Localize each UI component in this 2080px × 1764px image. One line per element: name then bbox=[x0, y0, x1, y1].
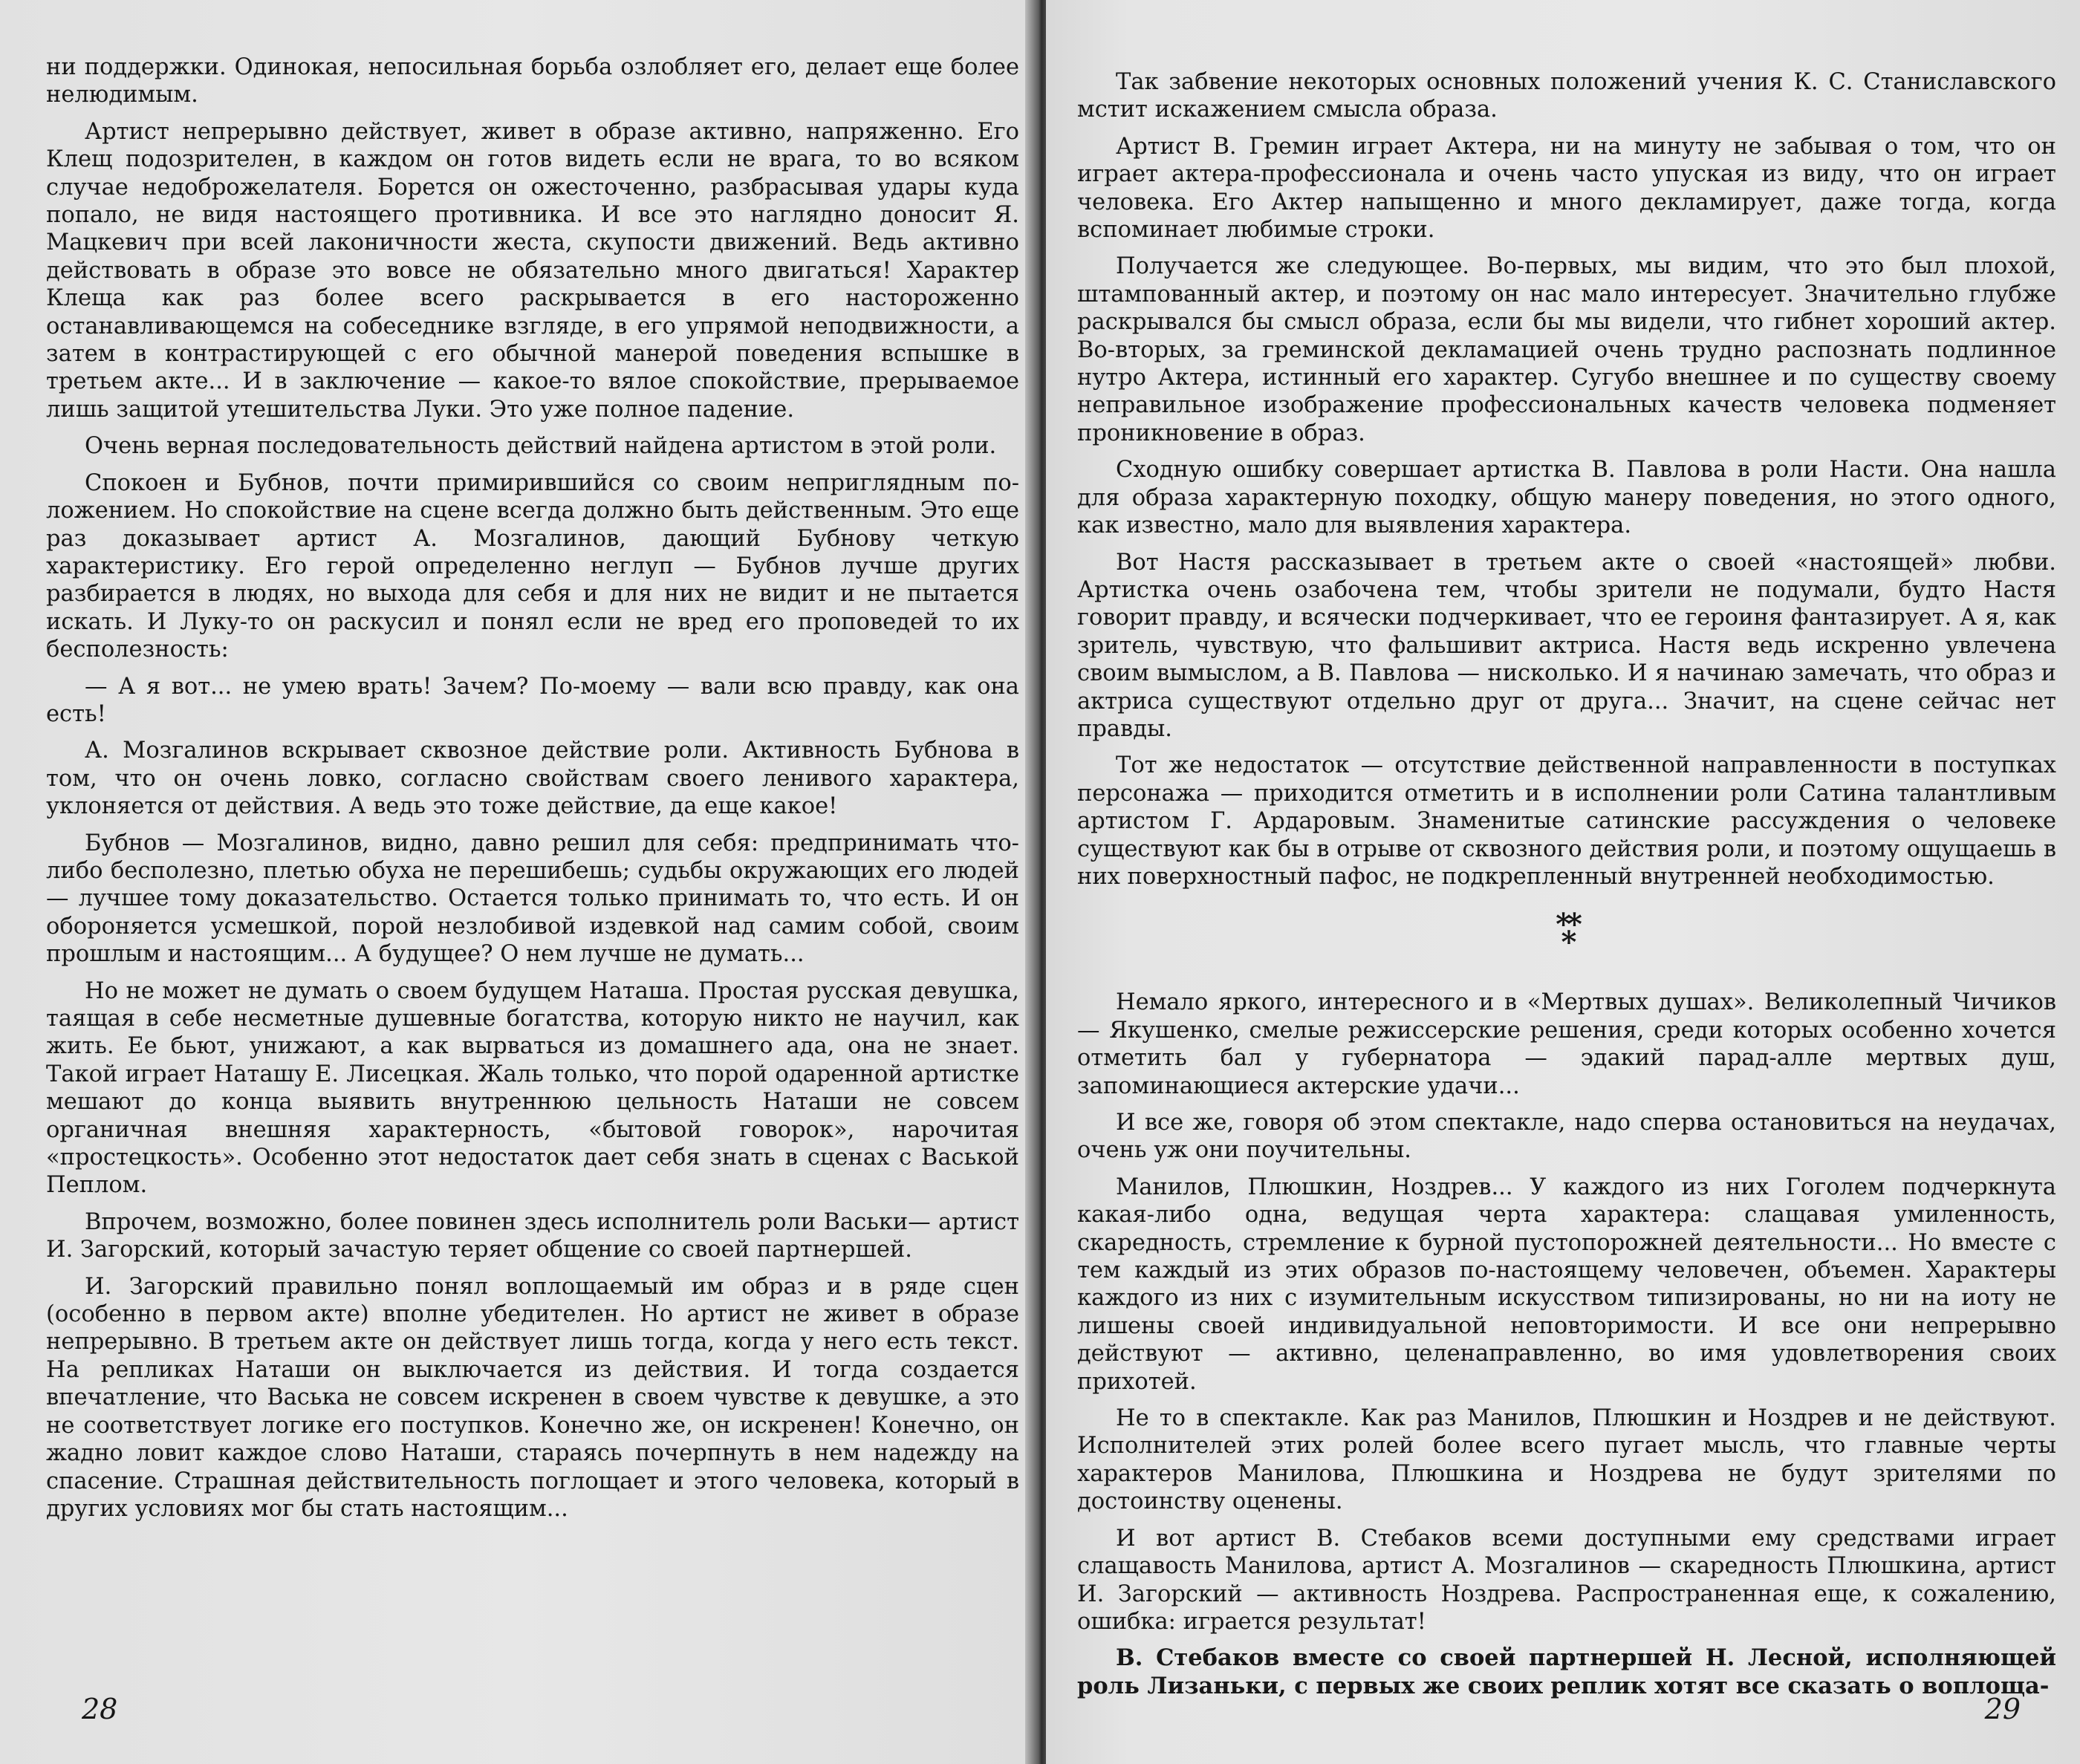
section-separator-asterisks bbox=[1077, 907, 2056, 960]
paragraph: В. Стебаков вместе со своей партнершей Н. Лесной, исполняющей роль Лизаньки, с первых же своих реплик хотят все сказать о воплоща- bbox=[1077, 1644, 2056, 1699]
paragraph: Вот Настя рассказывает в третьем акте о своей «настоящей» любви. Артистка очень озабочена тем, чтобы зрители не подумали, будто Настя говорит правду, и всячески подчеркивает, что ее героиня фантазирует. А я, как зритель, чувствую, что фальшивит актриса. Настя ведь искренно увлечена своим вымыслом, а В. Павлова — нисколько. И я начинаю замечать, что образ и актриса существуют отдельно друг от друга... Значит, на сцене сейчас нет правды. bbox=[1077, 549, 2056, 742]
paragraph: Спокоен и Бубнов, почти примирившийся со своим неприглядным положением. Но спокойствие на сцене всегда должно быть действенным. Это еще раз доказывает артист А. Мозгалинов, дающий Бубнову четкую характеристику. Его герой определенно неглуп — Бубнов лучше других разбирается в людях, но выхода для себя и для них не видит и не пытается искать. И Луку-то он раскусил и понял если не вред его проповедей то их бесполезность: bbox=[46, 469, 1019, 663]
paragraph: Но не может не думать о своем будущем Наташа. Простая русская девушка, таящая в себе несметные душевные богатства, которую никто не научил, как жить. Ее бьют, унижают, а как вырваться из домашнего ада, она не знает. Такой играет Наташу Е. Лисецкая. Жаль только, что порой одаренной артистке мешают до конца выявить внутреннюю цельность Наташи не совсем органичная внешняя характерность, «бытовой говорок», нарочитая «простецкость». Особенно этот недостаток дает себя знать в сценах с Васькой Пеплом. bbox=[46, 977, 1019, 1199]
paragraph: Артист В. Гремин играет Актера, ни на минуту не забывая о том, что он играет актера-профессионала и очень часто упуская из виду, что он играет человека. Его Актер напыщенно и много декламирует, даже тогда, когда вспоминает любимые строки. bbox=[1077, 133, 2056, 244]
page-number-left: 28 bbox=[82, 1693, 118, 1725]
paragraph: Манилов, Плюшкин, Ноздрев... У каждого из них Гоголем подчеркнута какая-либо одна, ведущая черта характера: слащавая умиленность, скаредность, стремление к бурной пустопорожней деятельности... Но вместе с тем каждый из этих образов по-настоящему человечен, объемен. Характеры каждого из них с изумительным искусством типизированы, но ни на иоту не лишены своей индивидуальной неповторимости. И все они непрерывно действуют — активно, целенаправленно, во имя удовлетворения своих прихотей. bbox=[1077, 1174, 2056, 1395]
paragraph: Не то в спектакле. Как раз Манилов, Плюшкин и Ноздрев и не действуют. Исполнителей этих ролей более всего пугает мысль, что главные черты характеров Манилова, Плюшкина и Ноздрева не будут зрителями по достоинству оценены. bbox=[1077, 1405, 2056, 1515]
paragraph: А. Мозгалинов вскрывает сквозное действие роли. Активность Бубнова в том, что он очень ловко, согласно свойствам своего ленивого характера, уклоняется от действия. А ведь это тоже действие, да еще какое! bbox=[46, 738, 1019, 820]
paragraph: ни поддержки. Одинокая, непосильная борьба озлобляет его, делает еще более нелюдимым. bbox=[46, 54, 1019, 108]
paragraph: Бубнов — Мозгалинов, видно, давно решил для себя: предпринимать что-либо бесполезно, плетью обуха не перешибешь; судьбы окружающих его людей — лучшее тому доказательство. Остается только принимать то, что есть. И он обороняется усмешкой, порой незлобивой издевкой над самим собой, своим прошлым и настоящим... А будущее? О нем лучше не думать... bbox=[46, 830, 1019, 968]
paragraph: Впрочем, возможно, более повинен здесь исполнитель роли Васьки— артист И. Загорский, который зачастую теряет общение со своей партнершей. bbox=[46, 1208, 1019, 1263]
paragraph: И вот артист В. Стебаков всеми доступными ему средствами играет слащавость Манилова, артист А. Мозгалинов — скаредность Плюшкина, артист И. Загорский — активность Ноздрева. Распространенная еще, к сожалению, ошибка: играется результат! bbox=[1077, 1525, 2056, 1635]
paragraph: Так забвение некоторых основных положений учения К. С. Станиславского мстит искажением смысла образа. bbox=[1077, 69, 2056, 123]
quote-paragraph: — А я вот... не умею врать! Зачем? По-моему — вали всю правду, как она есть! bbox=[46, 673, 1019, 727]
paragraph: И. Загорский правильно понял воплощаемый им образ и в ряде сцен (особенно в первом акте) вполне убедителен. Но артист не живет в образе непрерывно. В третьем акте он действует лишь тогда, когда у него есть текст. На репликах Наташи он выключается из действия. И тогда создается впечатление, что Васька не совсем искренен в своем чувстве к девушке, а это не соответствует логике его поступков. Конечно же, он искренен! Конечно, он жадно ловит каждое слово Наташи, стараясь почерпнуть в нем надежду на спасение. Страшная действительность поглощает и этого человека, который в других условиях мог бы стать настоящим... bbox=[46, 1273, 1019, 1522]
asterisk-separator-text: ** * bbox=[1556, 907, 1578, 960]
left-page bbox=[0, 0, 1034, 1764]
left-page-text bbox=[46, 53, 1019, 1523]
paragraph: Получается же следующее. Во-первых, мы видим, что это был плохой, штампованный актер, и поэтому он нас мало интересует. Значительно глубже раскрывался бы смысл образа, если бы мы видели, что гибнет хороший актер. Во-вторых, за греминской декламацией очень трудно распознать подлинное нутро Актера, истинный его характер. Сугубо внешнее и по существу своему неправильное изображение профессиональных качеств человека подменяет проникновение в образ. bbox=[1077, 253, 2056, 446]
right-page-text bbox=[1077, 68, 2056, 1700]
page-number-right: 29 bbox=[1984, 1693, 2021, 1725]
paragraph: И все же, говоря об этом спектакле, надо сперва остановиться на неудачах, очень уж они поучительны. bbox=[1077, 1110, 2056, 1164]
paragraph: Сходную ошибку совершает артистка В. Павлова в роли Насти. Она нашла для образа характерную походку, общую манеру поведения, но этого одного, как известно, мало для выявления характера. bbox=[1077, 457, 2056, 539]
right-page bbox=[1046, 0, 2080, 1764]
paragraph: Очень верная последовательность действий найдена артистом в этой роли. bbox=[85, 433, 997, 460]
paragraph: Тот же недостаток — отсутствие действенной направленности в поступках персонажа — приходится отметить и в исполнении роли Сатина талантливым артистом Г. Ардаровым. Знаменитые сатинские рассуждения о человеке существуют как бы в отрыве от сквозного действия роли, и поэтому ощущаешь в них поверхностный пафос, не подкрепленный внутренней необходимостью. bbox=[1077, 752, 2056, 890]
paragraph: Немало яркого, интересного и в «Мертвых душах». Великолепный Чичиков — Якушенко, смелые режиссерские решения, среди которых особенно хочется отметить бал у губернатора — эдакий парад-алле мертвых душ, запоминающиеся актерские удачи... bbox=[1077, 989, 2056, 1099]
paragraph: Артист непрерывно действует, живет в образе активно, напряженно. Его Клещ подозрителен, в каждом он готов видеть если не врага, то во всяком случае недоброжелателя. Борется он ожесточенно, разбрасывая удары куда попало, не видя настоящего противника. И все это наглядно доносит Я. Мацкевич при всей лаконичности жеста, скупости движений. Ведь активно действовать в образе это вовсе не обязательно много двигаться! Характер Клеща как раз более всего раскрывается в его настороженно останавливающемся на собеседнике взгляде, в его упрямой неподвижности, а затем в контрастирующей с его обычной манерой поведения вспышке в третьем акте... И в заключение — какое-то вялое спокойствие, прерываемое лишь защитой утешительства Луки. Это уже полное падение. bbox=[46, 118, 1019, 423]
